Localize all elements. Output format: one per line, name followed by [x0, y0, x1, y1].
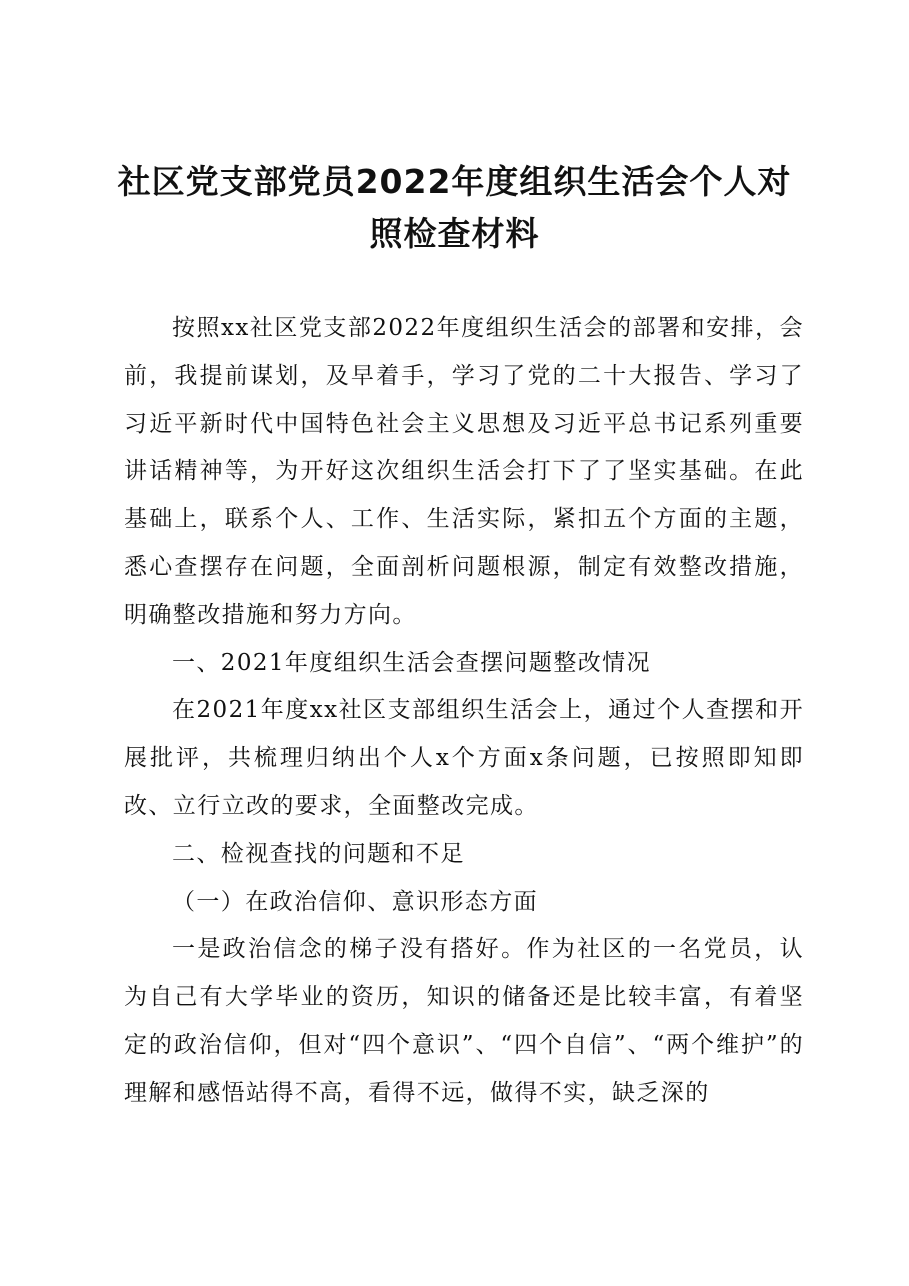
- subsection-heading-1: （一）在政治信仰、意识形态方面: [172, 888, 538, 915]
- document-body: [124, 305, 804, 1118]
- political-belief-paragraph: 一是政治信念的梯子没有搭好。作为社区的一名党员，认为自己有大学毕业的资历，知识的储备还是比较丰富，有着坚定的政治信仰，但对“四个意识”、“四个自信”、“两个维护”的理解和感悟站得不高，看得不远，做得不实，缺乏深的: [124, 936, 804, 1106]
- title-line-1: 社区党支部党员2022年度组织生活会个人对: [117, 162, 792, 201]
- rectification-paragraph: 在2021年度xx社区支部组织生活会上，通过个人查摆和开展批评，共梳理归纳出个人x个方面x条问题，已按照即知即改、立行立改的要求，全面整改完成。: [124, 697, 804, 819]
- intro-paragraph: 按照xx社区党支部2022年度组织生活会的部署和安排，会前，我提前谋划，及早着手，学习了党的二十大报告、学习了习近平新时代中国特色社会主义思想及习近平总书记系列重要讲话精神等，为开好这次组织生活会打下了了坚实基础。在此基础上，联系个人、工作、生活实际，紧扣五个方面的主题，悉心查摆存在问题，全面剖析问题根源，制定有效整改措施，明确整改措施和努力方向。: [124, 315, 804, 628]
- section-heading-1: 一、2021年度组织生活会查摆问题整改情况: [172, 649, 651, 676]
- title-line-2: 照检查材料: [369, 214, 540, 253]
- section-heading-2: 二、检视查找的问题和不足: [172, 840, 465, 867]
- document-title: [110, 156, 799, 260]
